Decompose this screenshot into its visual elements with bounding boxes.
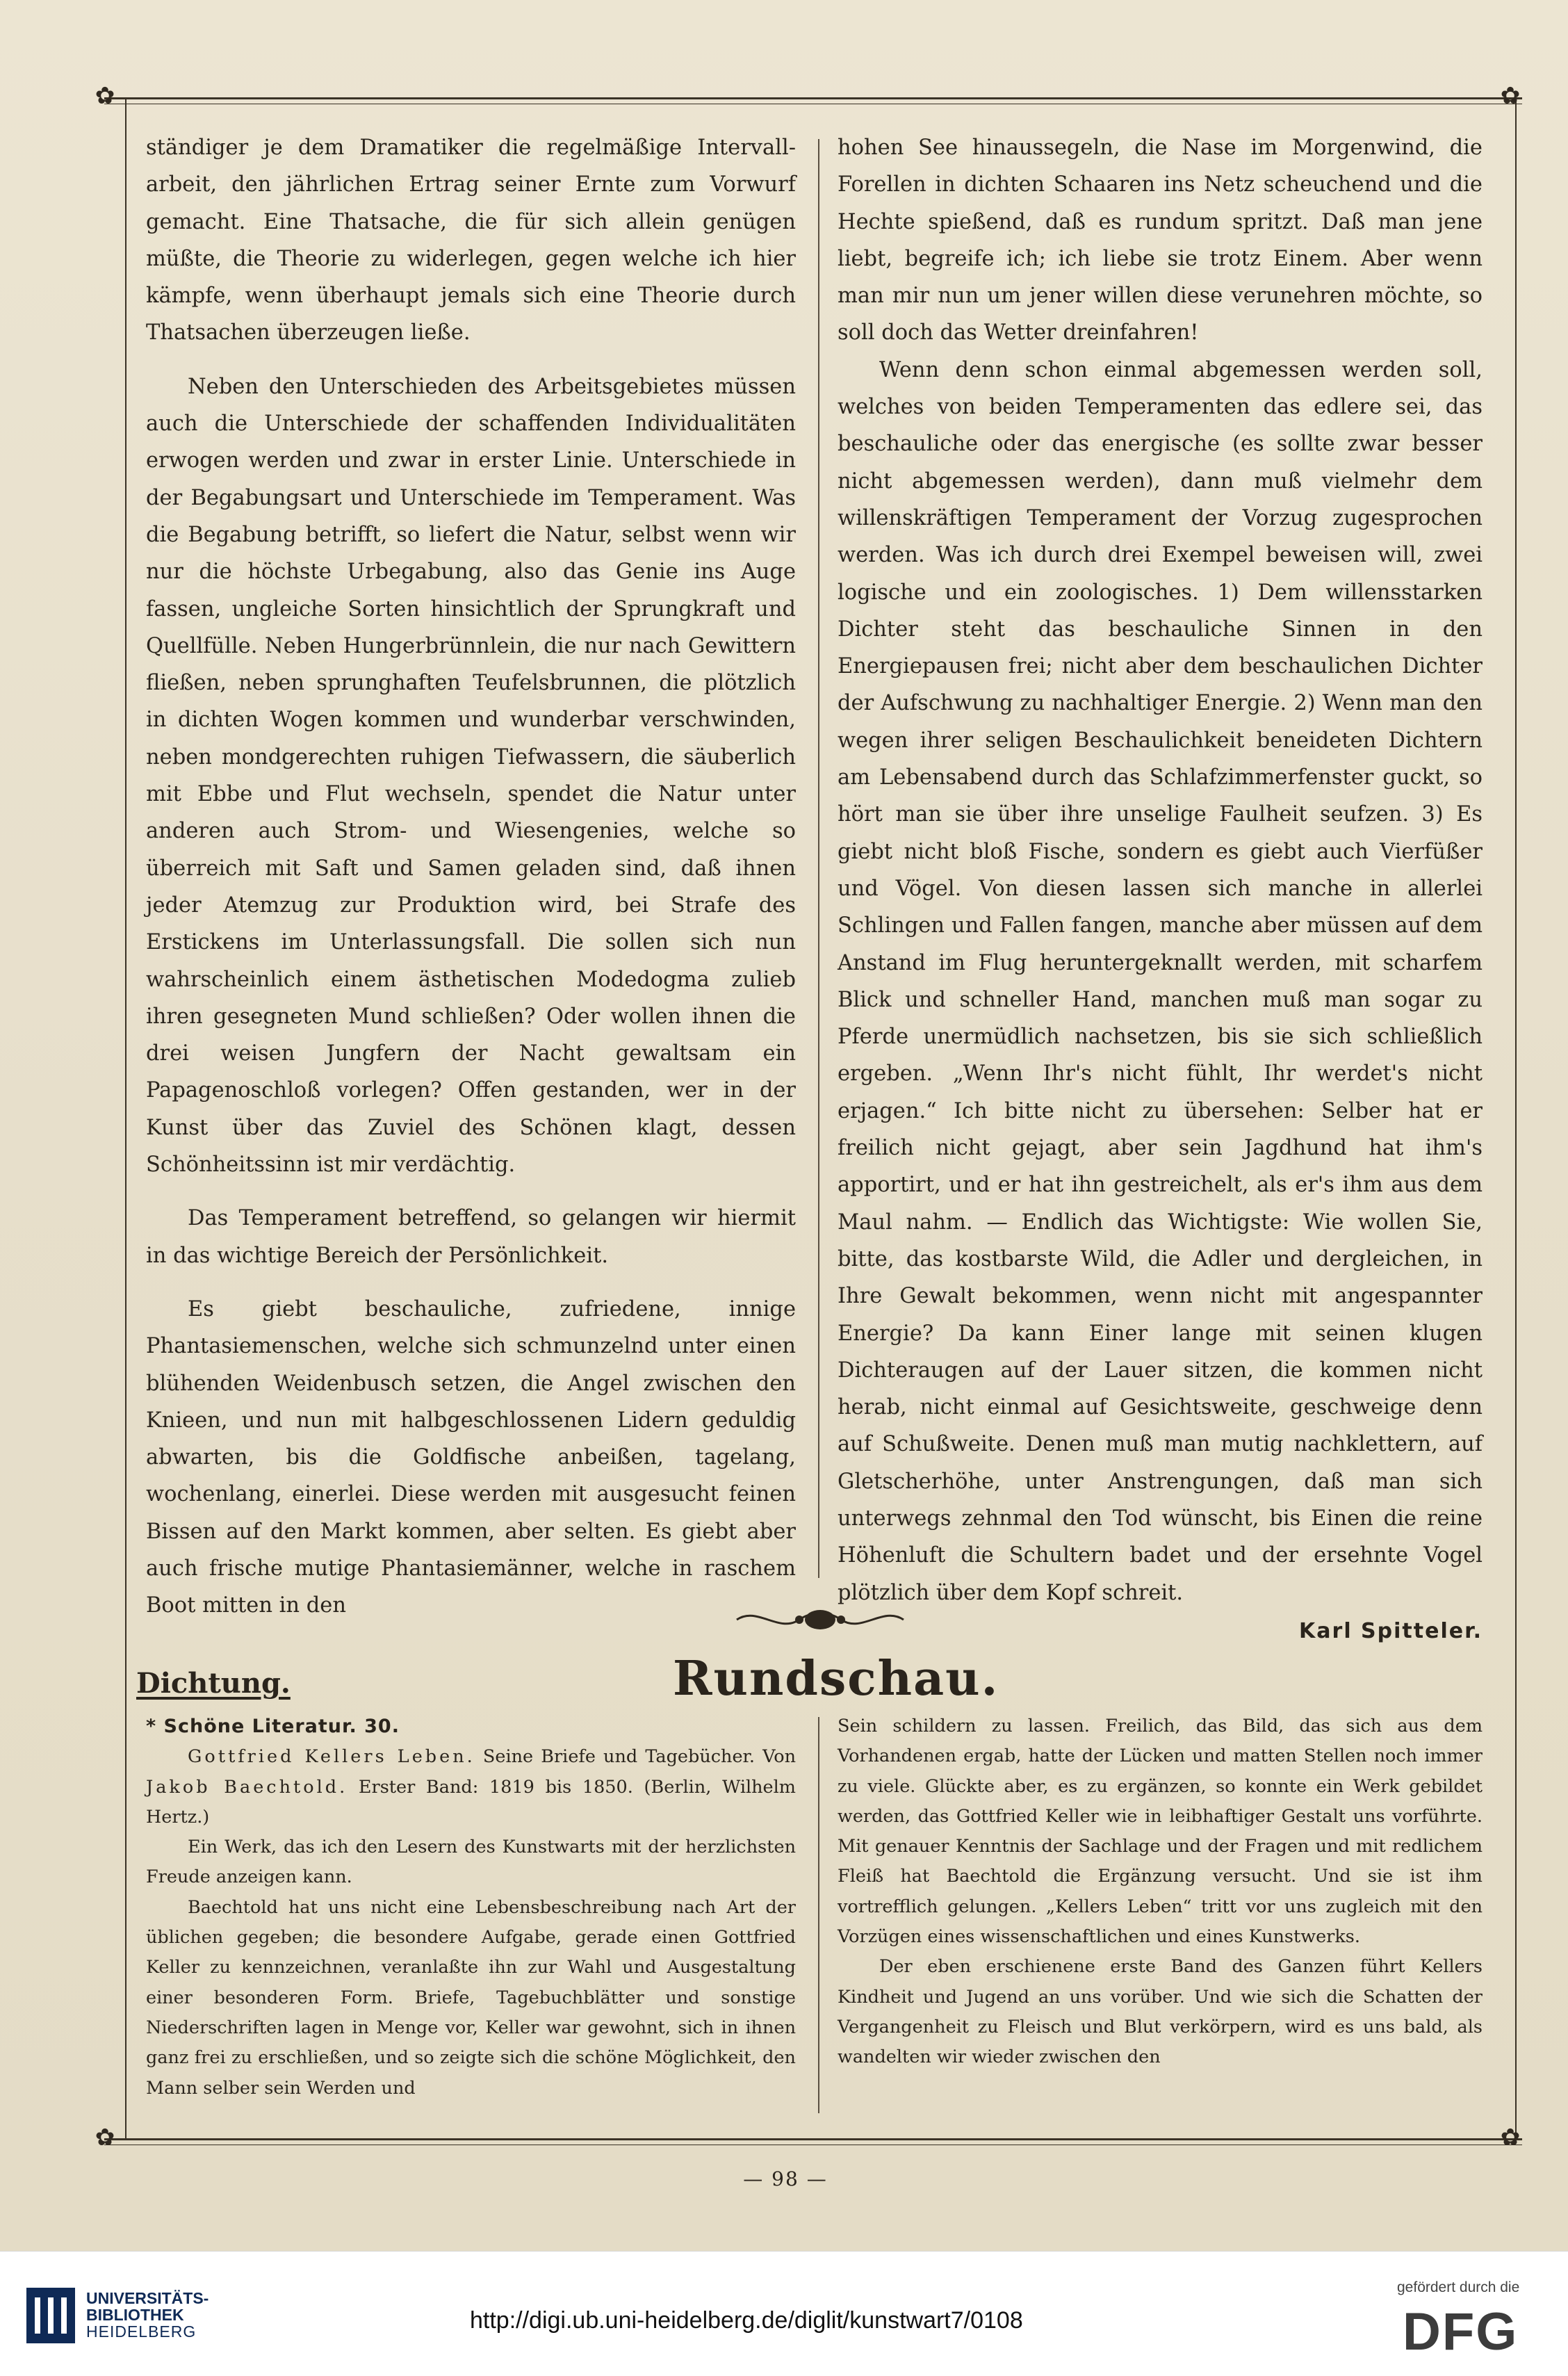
uni-name-line: BIBLIOTHEK bbox=[86, 2306, 184, 2324]
corner-ornament-bottom-right-icon: ✿ bbox=[1500, 2124, 1521, 2151]
section-heading-dichtung: Dichtung. bbox=[136, 1667, 291, 1700]
lower-column-rule bbox=[818, 1717, 819, 2113]
book-author: Jakob Baechtold. bbox=[146, 1776, 348, 1798]
lower-right-column bbox=[838, 1711, 1483, 2073]
upper-column-rule bbox=[818, 139, 819, 1578]
section-heading-rundschau: Rundschau. bbox=[673, 1651, 999, 1707]
decorative-divider-icon bbox=[730, 1599, 910, 1641]
paragraph: ständiger je dem Dramatiker die regelmäßige Intervall-arbeit, den jährlichen Ertrag seiner Ernte zum Vorwurf gemacht. Eine Thatsache, die für sich allein genügen müßte, die Theorie zu widerlegen, gegen welche ich hier kämpfe, wenn überhaupt jemals sich eine Theorie durch Thatsachen überzeugen ließe. bbox=[146, 136, 796, 345]
paragraph: Sein schildern zu lassen. Freilich, das Bild, das sich aus dem Vorhandenen ergab, hatte der Lücken und matten Stellen noch immer zu viele. Glückte aber, es zu ergänzen, so konnte ein Werk gebildet werden, das Gottfried Keller wie in leibhaftiger Gestalt uns vorführte. Mit genauer Kenntnis der Sachlage und der Fragen und mit redlichem Fleiß hat Baechtold die Ergänzung versucht. Und sie ist ihm vortrefflich gelungen. „Kellers Leben“ tritt vor uns zugleich mit den Vorzügen eines wissenschaftlichen und eines Kunstwerks. bbox=[838, 1716, 1483, 1948]
book-subtitle: Seine Briefe und Tagebücher. Von bbox=[475, 1746, 796, 1768]
paragraph: Es giebt beschauliche, zufriedene, innige Phantasiemenschen, welche sich schmunzelnd unter einen blühenden Weidenbusch setzen, die Angel zwischen den Knieen, und nun mit halbgeschlossenen Lidern geduldig abwarten, bis die Goldfische anbeißen, tagelang, wochenlang, einerlei. Diese werden mit ausgesucht feinen Bissen auf den Markt kommen, aber selten. Es giebt aber auch frische mutige Phantasiemänner, welche in raschem Boot mitten in den bbox=[146, 1296, 796, 1618]
document-url-link[interactable]: http://digi.ub.uni-heidelberg.de/diglit/kunstwart7/0108 bbox=[470, 2307, 1023, 2334]
corner-ornament-top-right-icon: ✿ bbox=[1500, 82, 1521, 110]
corner-ornament-top-left-icon: ✿ bbox=[95, 82, 115, 110]
page-number: — 98 — bbox=[743, 2167, 828, 2190]
university-library-name[interactable] bbox=[86, 2290, 209, 2340]
book-title: Gottfried Kellers Leben. bbox=[188, 1746, 475, 1768]
review-bibliography bbox=[146, 1742, 796, 1832]
frame-bottom-rule bbox=[104, 2138, 1522, 2140]
footer-bar bbox=[0, 2251, 1568, 2376]
lower-left-column bbox=[146, 1711, 796, 2104]
funded-by-label: gefördert durch die bbox=[1397, 2279, 1520, 2295]
paragraph: Wenn denn schon einmal abgemessen werden soll, welches von beiden Temperamenten das edlere sei, das beschauliche oder das energische (es sollte zwar besser nicht abgemessen werden), dann muß vielmehr dem willenskräftigen Temperament der Vorzug zugesprochen werden. Was ich durch drei Exempel beweisen will, zwei logische und ein zoologisches. 1) Dem willensstarken Dichter steht das beschauliche Sinnen in den Energiepausen frei; nicht aber dem beschaulichen Dichter der Aufschwung zu nachhaltiger Energie. 2) Wenn man den wegen ihrer seligen Beschaulichkeit beneideten Dichtern am Lebensabend durch das Schlafzimmerfenster guckt, so hört man sie über ihre unselige Faulheit seufzen. 3) Es giebt nicht bloß Fische, sondern es giebt auch Vierfüßer und Vögel. Von diesen lassen sich manche in allerlei Schlingen und Fallen fangen, manche aber müssen auf dem Anstand im Flug heruntergeknallt werden, mit scharfem Blick und schneller Hand, manchen muß man sogar zu Pferde unermüdlich nachsetzen, bis sie sich schließlich ergeben. „Wenn Ihr's nicht fühlt, Ihr werdet's nicht erjagen.“ Ich bitte nicht zu übersehen: Selber hat er freilich nicht gejagt, aber sein Jagdhund hat ihm's apportirt, und er hat ihn gestreichelt, als er's ihm aus dem Maul nahm. — Endlich das Wichtigste: Wie wollen Sie, bitte, das kostbarste Wild, die Adler und dergleichen, in Ihre Gewalt bekommen, wenn nicht mit angespannter Energie? Da kann Einer lange mit seinen klugen Dichteraugen auf der Lauer sitzen, die kommen nicht herab, nicht einmal auf Gesichtsweite, geschweige denn auf Schußweite. Denen muß man mutig nachklettern, auf Gletscherhöhe, unter Anstrengungen, daß man sich unterwegs zehnmal den Tod wünscht, bis Einen die reine Höhenluft die Schultern badet und der ersehnte Vogel plötzlich über dem Kopf schreit. bbox=[838, 357, 1483, 1605]
paragraph: Das Temperament betreffend, so gelangen wir hiermit in das wichtige Bereich der Persönlichkeit. bbox=[146, 1206, 796, 1268]
paragraph: Baechtold hat uns nicht eine Lebensbeschreibung nach Art der üblichen gegeben; die besondere Aufgabe, gerade einen Gottfried Keller zu kennzeichnen, veranlaßte ihn zur Wahl und Ausgestaltung einer besonderen Form. Briefe, Tagebuchblätter und sonstige Niederschriften lagen in Menge vor, Keller war gewohnt, sich in ihnen ganz frei zu erschließen, und so zeigte sich die schöne Möglichkeit, den Mann selber sein Werden und bbox=[146, 1896, 796, 2099]
uni-name-line: UNIVERSITÄTS- bbox=[86, 2289, 209, 2307]
paragraph: Neben den Unterschieden des Arbeitsgebietes müssen auch die Unterschiede der schaffenden Individualitäten erwogen werden und zwar in erster Linie. Unterschiede in der Begabungsart und Unterschiede im Temperament. Was die Begabung betrifft, so liefert die Natur, selbst wenn wir nur die höchste Urbegabung, also das Genie ins Auge fassen, ungleiche Sorten hinsichtlich der Sprungkraft und Quellfülle. Neben Hungerbrünnlein, die nur nach Gewittern fließen, neben sprunghaften Teufelsbrunnen, die plötzlich in dichten Wogen kommen und wunderbar verschwinden, neben mondgerechten ruhigen Tiefwassern, die säuberlich mit Ebbe und Flut wechseln, spendet die Natur unter anderen auch Strom- und Wiesengenies, welche so überreich mit Saft und Samen geladen sind, daß ihnen jeder Atemzug zur Produktion wird, bei Strafe des Erstickens im Unterlassungsfall. Die sollen sich nun wahrscheinlich einem ästhetischen Modedogma zulieb ihren gesegneten Mund schließen? Oder wollen ihnen die drei weisen Jungfern der Nacht gewaltsam ein Papagenoschloß vorlegen? Offen gestanden, wer in der Kunst über das Zuviel des Schönen klagt, dessen Schönheitssinn ist mir verdächtig. bbox=[146, 374, 796, 1178]
dfg-logo[interactable]: DFG bbox=[1403, 2302, 1519, 2361]
frame-right-rule bbox=[1515, 97, 1517, 2140]
university-library-logo-icon[interactable] bbox=[26, 2288, 75, 2343]
author-signature: Karl Spitteler. bbox=[1299, 1618, 1483, 1643]
frame-left-rule bbox=[125, 97, 126, 2140]
review-category: * Schöne Literatur. 30. bbox=[146, 1716, 400, 1737]
upper-left-column bbox=[146, 129, 796, 1625]
paragraph: hohen See hinaussegeln, die Nase im Morgenwind, die Forellen in dichten Schaaren ins Netz scheuchend und die Hechte spießend, daß es rundum spritzt. Daß man jene liebt, begreife ich; ich liebe sie trotz Einem. Aber wenn man mir nun um jener willen diese verunehren möchte, so soll doch das Wetter dreinfahren! bbox=[838, 136, 1483, 345]
upper-right-column bbox=[838, 129, 1483, 1650]
uni-name-line: HEIDELBERG bbox=[86, 2322, 197, 2341]
book-details: Erster Band: 1819 bis 1850. (Berlin, Wilhelm Hertz.) bbox=[146, 1776, 796, 1828]
corner-ornament-bottom-left-icon: ✿ bbox=[95, 2124, 115, 2151]
frame-top-rule bbox=[104, 97, 1522, 99]
review-heading bbox=[146, 1711, 796, 1742]
paragraph: Der eben erschienene erste Band des Ganzen führt Kellers Kindheit und Jugend an uns vorüber. Und wie sich die Schatten der Vergangenheit zu Fleisch und Blut verkörpern, wird es uns bald, als wandelten wir wieder zwischen den bbox=[838, 1956, 1483, 2068]
paragraph: Ein Werk, das ich den Lesern des Kunstwarts mit der herzlichsten Freude anzeigen kann. bbox=[146, 1837, 796, 1888]
